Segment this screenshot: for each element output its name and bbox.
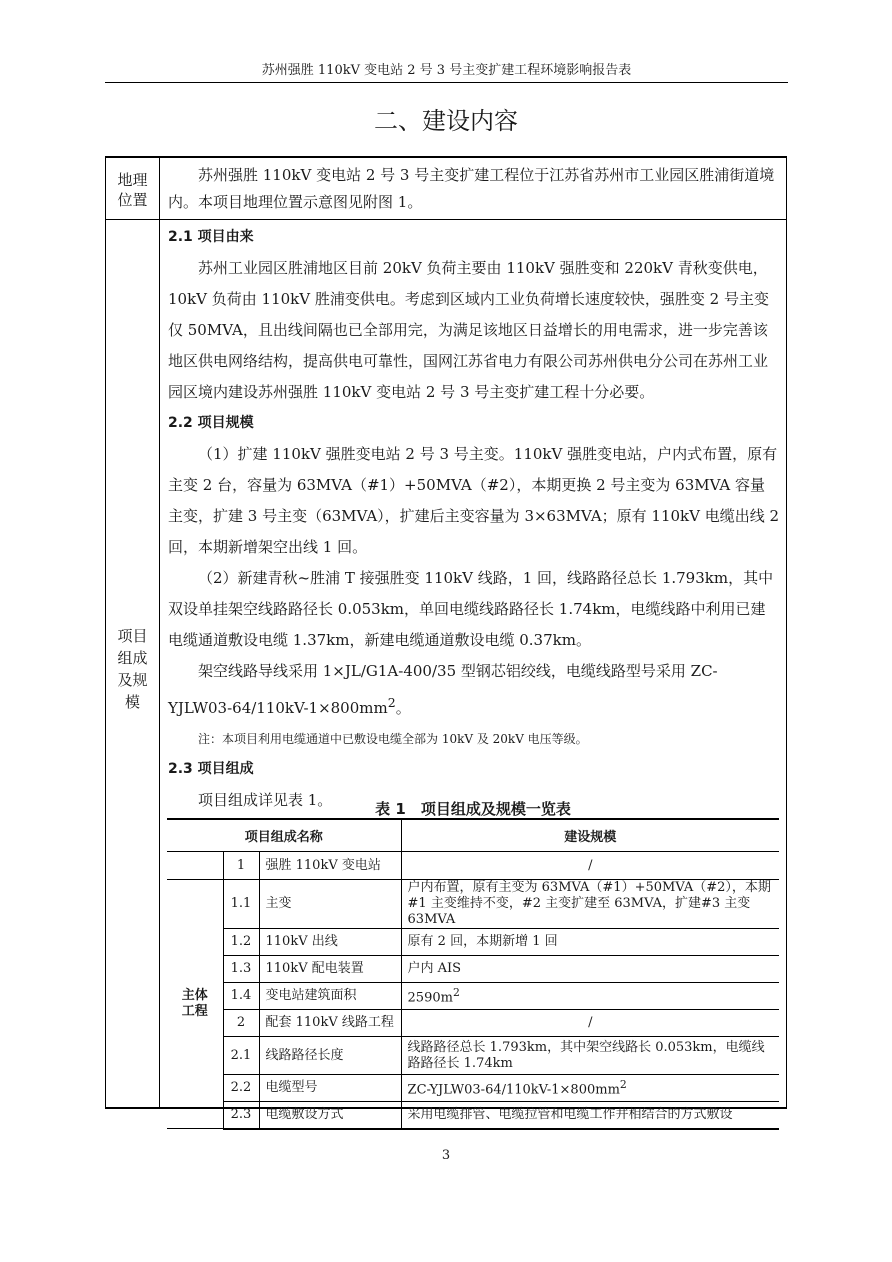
- group-label: [167, 880, 223, 1129]
- row-name: 110kV 出线: [259, 929, 401, 956]
- group-label-text: 主体工程: [181, 988, 208, 1019]
- row-number: 2: [223, 1010, 259, 1037]
- row-scale: 2590m: [407, 990, 453, 1006]
- row-scale-sup: 2: [452, 986, 460, 1000]
- row-scale-cell: [401, 1075, 779, 1102]
- heading-2-1: 2.1 项目由来: [168, 229, 254, 245]
- row-name: 主变: [259, 880, 401, 929]
- row-number: 1: [223, 852, 259, 880]
- page-header: 苏州强胜 110kV 变电站 2 号 3 号主变扩建工程环境影响报告表: [105, 60, 788, 83]
- table-header-row: [167, 819, 779, 852]
- section-title: 二、建设内容: [374, 107, 518, 135]
- label-geo-line1: 地理: [117, 171, 148, 189]
- header-name: 项目组成名称: [167, 819, 401, 852]
- row-scale-sup: 2: [619, 1078, 627, 1092]
- row-number: 2.3: [223, 1102, 259, 1129]
- para-2-1: 苏州工业园区胜浦地区目前 20kV 负荷主要由 110kV 强胜变和 220kV 青秋变供电，10kV 负荷由 110kV 胜浦变供电。考虑到区域内工业负荷增长速度较快，强胜变 2 号主变仅 50MVA，且出线间隔也已全部用完，为满足该地区日益增长的用电需求，进一步完善该地区供电网络结构，提高供电可靠性，国网江苏省电力有限公司苏州供电分公司在苏州工业园区境内建设苏州强胜 110kV 变电站 2 号 3 号主变扩建工程十分必要。: [168, 259, 769, 401]
- heading-2-3: 2.3 项目组成: [168, 761, 254, 777]
- para-2-2-c-end: 。: [395, 699, 411, 717]
- row-scale: ZC-YJLW03-64/110kV-1×800mm: [407, 1082, 620, 1098]
- para-2-2-c: [168, 656, 780, 724]
- heading-2-2: 2.2 项目规模: [168, 415, 254, 431]
- row-divider: [106, 219, 786, 220]
- row-number: 2.2: [223, 1075, 259, 1102]
- table-row: [167, 929, 779, 956]
- table-row: [167, 1075, 779, 1102]
- row-scale: 线路路径总长 1.793km，其中架空线路长 0.053km，电缆线路路径长 1.74km: [401, 1037, 779, 1075]
- row-name: 线路路径长度: [259, 1037, 401, 1075]
- para-2-2-c-sup: 2: [387, 695, 396, 710]
- row-name: 配套 110kV 线路工程: [259, 1010, 401, 1037]
- table-row: [167, 956, 779, 983]
- para-2-2-a: （1）扩建 110kV 强胜变电站 2 号 3 号主变。110kV 强胜变电站，户内式布置，原有主变 2 台，容量为 63MVA（#1）+50MVA（#2），本期更换 2 号主变为 63MVA 容量主变，扩建 3 号主变（63MVA），扩建后主变容量为 3×63MVA；原有 110kV 电缆出线 2 回，本期新增架空出线 1 回。: [168, 445, 780, 556]
- row-scale: /: [401, 1010, 779, 1037]
- row-scale: 户内布置，原有主变为 63MVA（#1）+50MVA（#2），本期#1 主变维持不变，#2 主变扩建至 63MVA，扩建#3 主变 63MVA: [401, 880, 779, 929]
- table-row: [167, 852, 779, 880]
- note: 注：本项目利用电缆通道中已敷设电缆全部为 10kV 及 20kV 电压等级。: [198, 732, 588, 746]
- label-scope: [106, 625, 159, 713]
- row-number: 1.3: [223, 956, 259, 983]
- label-scope-line3: 及规: [117, 671, 148, 689]
- row-scale: 原有 2 回，本期新增 1 回: [401, 929, 779, 956]
- row-scale-cell: [401, 983, 779, 1010]
- label-geo-line2: 位置: [117, 191, 148, 209]
- table-row: [167, 1010, 779, 1037]
- table-row: [167, 1037, 779, 1075]
- column-divider: [159, 158, 160, 1107]
- row-number: 1.2: [223, 929, 259, 956]
- header-scale: 建设规模: [401, 819, 779, 852]
- scope-body: [168, 222, 780, 816]
- table-row: [167, 880, 779, 929]
- row-name: 电缆敷设方式: [259, 1102, 401, 1129]
- row-name: 电缆型号: [259, 1075, 401, 1102]
- table-row: [167, 1102, 779, 1129]
- row-number: 1.1: [223, 880, 259, 929]
- label-scope-line4: 模: [124, 693, 140, 711]
- label-geo: [106, 170, 159, 210]
- row-name: 变电站建筑面积: [259, 983, 401, 1010]
- table-caption: 表 1 项目组成及规模一览表: [375, 800, 571, 818]
- row-scale: 采用电缆排管、电缆拉管和电缆工作井相结合的方式敷设: [401, 1102, 779, 1129]
- geo-text: 苏州强胜 110kV 变电站 2 号 3 号主变扩建工程位于江苏省苏州市工业园区胜浦街道境内。本项目地理位置示意图见附图 1。: [168, 166, 775, 211]
- row-number: 2.1: [223, 1037, 259, 1075]
- para-2-2-b: （2）新建青秋~胜浦 T 接强胜变 110kV 线路，1 回，线路路径总长 1.793km，其中双设单挂架空线路路径长 0.053km，单回电缆线路路径长 1.74km，电缆线路中利用已建电缆通道敷设电缆 1.37km，新建电缆通道敷设电缆 0.37km。: [168, 569, 774, 649]
- row-number: 1.4: [223, 983, 259, 1010]
- para-2-3: 项目组成详见表 1。: [198, 791, 333, 809]
- row-scale: /: [401, 852, 779, 880]
- para-2-2-c-text: 架空线路导线采用 1×JL/G1A-400/35 型钢芯铝绞线，电缆线路型号采用 ZC-YJLW03-64/110kV-1×800mm: [168, 662, 718, 717]
- project-table: [167, 818, 779, 1130]
- label-scope-line1: 项目: [117, 627, 148, 645]
- row-scale: 户内 AIS: [401, 956, 779, 983]
- table-row: [167, 983, 779, 1010]
- row-name: 110kV 配电装置: [259, 956, 401, 983]
- empty-cell: [167, 852, 223, 880]
- row-name: 强胜 110kV 变电站: [259, 852, 401, 880]
- label-scope-line2: 组成: [117, 649, 148, 667]
- page-number: 3: [441, 1148, 451, 1163]
